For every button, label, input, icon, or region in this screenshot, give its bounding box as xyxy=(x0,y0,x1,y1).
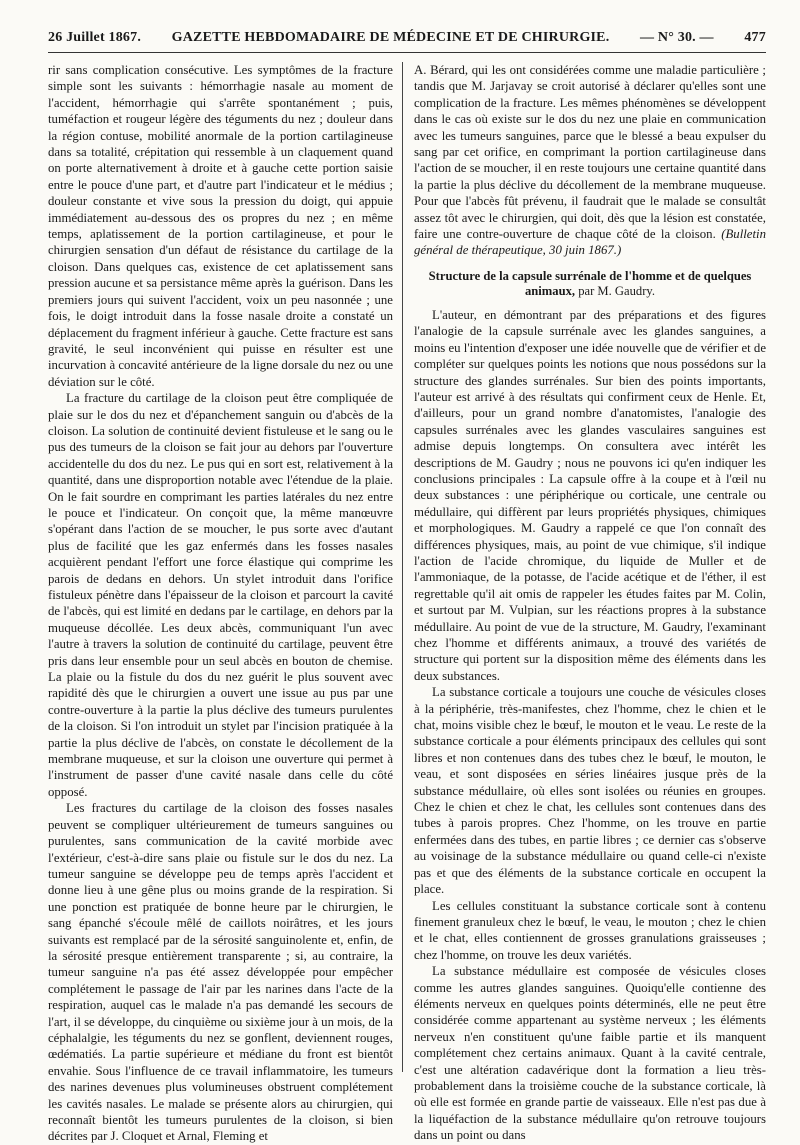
right-intro-text: A. Bérard, qui les ont considérées comme une maladie particulière ; tandis que M. Jarjavay se croit autorisé à déclarer qu'elles sont une complication de la fracture. Les mêmes phénomènes se développent dans le cas où existe sur le dos du nez une plaie en communication avec les tumeurs sanguines, parce que le blessé a beau expulser du sang par cet orifice, en comprimant la portion cartilagineuse dans l'action de se moucher, il en reste toujours une certaine quantité dans la partie la plus déclive du décollement de la membrane muqueuse. Pour que l'abcès fût prévenu, il faudrait que le malade se consultât assez tôt avec le chirurgien, qui doit, dès que la lésion est constatée, faire une contre-ouverture de chaque côté de la cloison. xyxy=(414,63,766,242)
right-paragraph-4: La substance médullaire est composée de vésicules closes comme les autres glandes sanguines. Quoiqu'elle contienne des éléments nerveux en quelques points déterminés, elle ne peut être considérée comme appartenant au système nerveux ; les éléments nerveux n'en constituent qu'une faible partie et ils manquent complétement chez certains animaux. Quant à la cavité centrale, c'est une altération cadavérique dont la formation a lieu très-probablement dans la troisième couche de la substance corticale, là où elle est formée en grande partie de vaisseaux. Elle n'est pas due à la liquéfaction de la substance médullaire qu'on retrouve toujours dans un point ou dans xyxy=(414,964,766,1143)
header-date: 26 Juillet 1867. xyxy=(48,30,142,45)
right-column xyxy=(414,62,766,1143)
right-paragraph-2: La substance corticale a toujours une couche de vésicules closes à la périphérie, très-manifestes, chez l'homme, chez le chien et le chat, moins visible chez le bœuf, le mouton et le veau. Le reste de la substance corticale a pour éléments principaux des cellules qui sont libres et non contenues dans des tubes chez le bœuf, le mouton, le veau, et sont disposées en séries linéaires jusque près de la substance médullaire, où elles sont isolées ou réunies en groupes. Chez le chien et chez le chat, les cellules sont contenues dans des tubes à parois propres. Chez l'homme, on les trouve en partie enfermées dans des tubes, en partie libres ; ce dernier cas s'observe au voisinage de la substance médullaire ou quand celle-ci n'existe pas et que des éléments de la substance corticale en occupent la place. xyxy=(414,685,766,897)
section-author: par M. Gaudry. xyxy=(578,283,656,298)
bulletin-citation: (Bulletin général de thérapeutique, 30 juin 1867.) xyxy=(414,227,766,258)
left-paragraph-3: Les fractures du cartilage de la cloison des fosses nasales peuvent se compliquer ultérieurement de tumeurs sanguines ou purulentes, sans communication de la cavité morbide avec l'extérieur, c'est-à-dire sans plaie ou fistule sur le dos du nez. La tumeur sanguine se développe peu de temps après l'accident et donne lieu à une gêne plus ou moins grande de la respiration. Si une ponction est pratiquée de bonne heure par le chirurgien, le sang épanché s'écoule mêlé de caillots noirâtres, et les jours suivants est remplacé par de la sérosité sanguinolente et, enfin, de la sérosité presque entièrement transparente ; si, au contraire, la tumeur sanguine n'a pas été assez développée pour empêcher complétement le passage de l'air par les narines dans l'acte de la respiration, auquel cas le malade n'a pas demandé les secours de l'art, il se développe, du cinquième ou sixième jour à un mois, de la céphalalgie, les téguments du nez se gonflent, deviennent rouges, œdématiés. La partie supérieure et médiane du front est bientôt envahie. Sous l'influence de ce travail inflammatoire, les tumeurs des narines devenues plus volumineuses obstruent complétement les cavités nasales. Le malade se présente alors au chirurgien, qui reconnaît bientôt les tumeurs purulentes de la cloison, si bien décrites par J. Cloquet et Arnal, Fleming et xyxy=(48,801,393,1144)
left-column xyxy=(48,62,394,1144)
page-header xyxy=(48,30,766,50)
right-paragraph-3: Les cellules constituant la substance corticale sont à contenu finement granuleux chez le bœuf, le veau, le mouton ; chez le chien et le chat, elles contiennent de grosses granulations graisseuses ; chez l'homme, on trouve les deux variétés. xyxy=(414,898,766,962)
section-title-text: Structure de la capsule surrénale de l'homme et de quelques animaux, xyxy=(428,268,752,298)
header-issue-number: — N° 30. — xyxy=(640,30,714,45)
header-journal-title: GAZETTE HEBDOMADAIRE DE MÉDECINE ET DE CHIRURGIE. xyxy=(171,30,610,45)
section-heading xyxy=(414,269,766,299)
column-divider xyxy=(402,62,403,1072)
left-paragraph-2: La fracture du cartilage de la cloison peut être compliquée de plaie sur le dos du nez et d'épanchement sanguin ou d'abcès de la cloison. La solution de continuité devient fistuleuse et le sang ou le pus des tumeurs de la cloison se fait jour au dehors par l'ouverture accidentelle du dos du nez. Le pus qui en sort est, relativement à la quantité, dans une disproportion notable avec l'étendue de la plaie. On le fait sourdre en comprimant les parties latérales du nez entre le pouce et l'indicateur. On conçoit que, la même manœuvre s'opérant dans l'action de se moucher, le pus sorte avec d'autant plus de facilité que les gaz enfermés dans les fosses nasales acquièrent pendant l'effort une force élastique qui comprime les parois de dedans en dehors. Un stylet introduit dans l'orifice fistuleux pénètre dans l'épaisseur de la cloison et parcourt la cavité de l'abcès, qui est limité en dedans par le cartilage, en dehors par la muqueuse décollée. Les deux abcès, communiquant l'un avec l'autre à travers la solution de continuité du cartilage, peuvent être pris dans leur ensemble pour un seul abcès en bouton de chemise. La plaie ou la fistule du dos du nez guérit le plus souvent avec rapidité dès que le chirurgien a ouvert une issue au pus par une contre-ouverture à la partie la plus déclive des tumeurs purulentes de la cloison. Si l'on introduit un stylet par l'incision pratiquée à la partie la plus déclive de l'abcès, on constate le décollement de la membrane muqueuse, et sur la cloison une ouverture qui permet à l'instrument de passer d'une cavité nasale dans celle du côté opposé. xyxy=(48,391,393,799)
left-paragraph-1: rir sans complication consécutive. Les symptômes de la fracture simple sont les suivants : hémorrhagie nasale au moment de l'accident, hémorrhagie qui s'arrête spontanément ; puis, tuméfaction et rougeur légère des téguments du nez ; douleur dans la région contuse, mobilité anormale de la portion cartilagineuse dans sa totalité, crépitation qui ressemble à un claquement quand on porte alternativement à droite et à gauche cette portion saisie entre le pouce d'une part, et d'autre part l'indicateur et le médius ; douleur constante et vive sous la pression du doigt, qui appuie immédiatement au-dessous des os propres du nez ; en même temps, aplatissement de la portion cartilagineuse, et pour le chirurgien sensation d'un défaut de résistance du cartilage de la cloison. Dans quelques cas, existence de cet aplatissement sans pression aucune et sa persistance même après la guérison. Dans les premiers jours qui suivent l'accident, voix un peu nasonnée ; une fois, le doigt introduit dans la fosse nasale droite a constaté un déplacement du fragment inférieur à gauche. Cette fracture est sans gravité, le seul inconvénient qui puisse en résulter est une incurvation à concavité antérieure de la ligne dorsale du nez ou une déviation sur le côté. xyxy=(48,63,394,389)
right-paragraph-1: L'auteur, en démontrant par des préparations et des figures l'analogie de la capsule surrénale avec les glandes sanguines, a moins eu l'intention d'exposer une idée nouvelle que de vérifier et de compléter sur quelques points les notions que nous possédons sur la structure des glandes surrénales. Sur bien des points importants, l'auteur est arrivé à des résultats qui confirment ceux de Henle. Et, d'ailleurs, pour un grand nombre d'anatomistes, l'analogie des capsules surrénales avec les glandes vasculaires sanguines est admise depuis longtemps. On consultera avec intérêt les descriptions de M. Gaudry ; nous ne pouvons ici qu'en indiquer les conclusions principales : La capsule offre à la coupe et à l'œil nu deux substances : une périphérique ou corticale, une centrale ou médullaire, qui diffèrent par leurs propriétés physiques, chimiques et morphologiques. M. Gaudry a rappelé ce que l'on connaît des différences physiques, mais, au point de vue chimique, s'il indique l'action de l'acide chromique, du liquide de Muller et de l'ammoniaque, de la potasse, de l'acide acétique et de l'éther, il est regrettable qu'il ait omis de rappeler les études faites par M. Colin, et surtout par M. Vulpian, sur les réactions propres à la substance médullaire. Au point de vue de la structure, M. Gaudry, l'examinant chez l'homme et différents animaux, a trouvé des variétés de structure qui portent sur la disposition même des éléments dans les deux substances. xyxy=(414,307,766,683)
right-intro-paragraph xyxy=(414,62,766,259)
header-rule xyxy=(48,52,766,53)
header-page-number: 477 xyxy=(744,30,766,45)
